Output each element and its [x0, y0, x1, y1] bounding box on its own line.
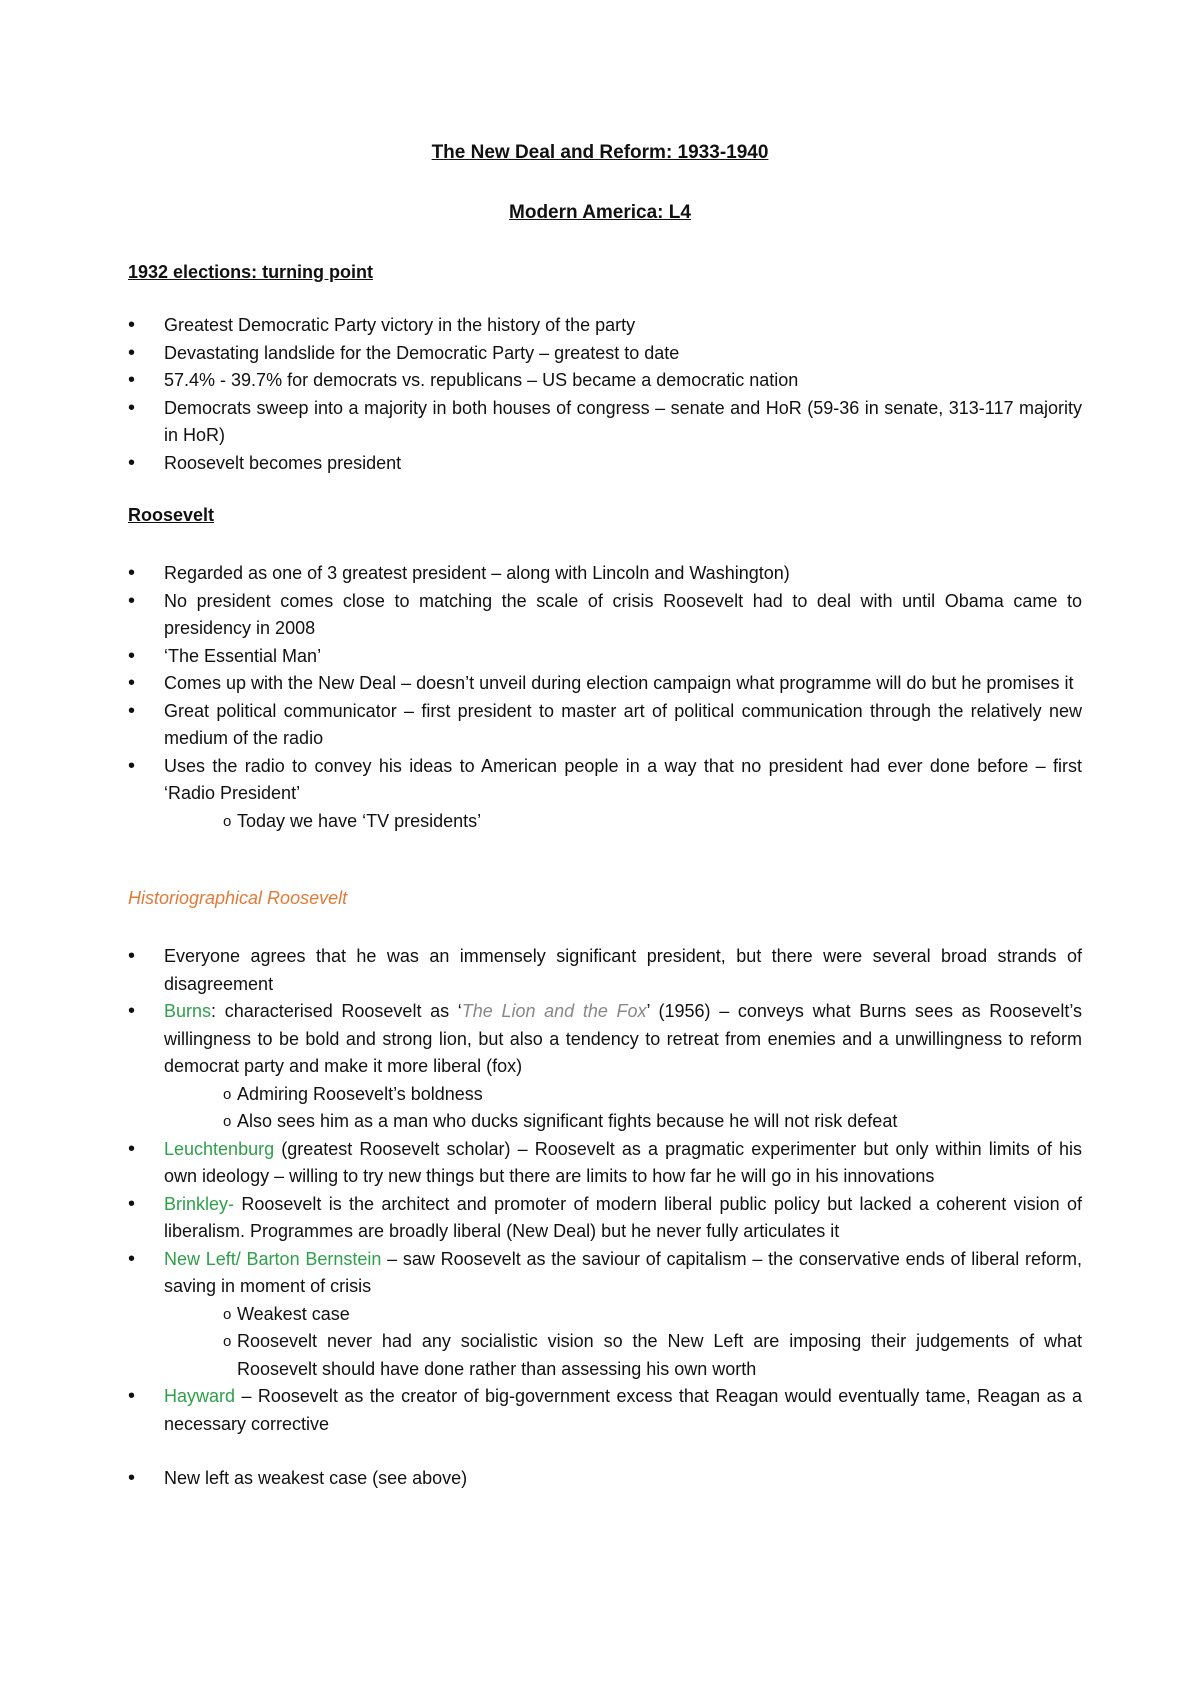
brinkley-text: Roosevelt is the architect and promoter of modern liberal public policy but lacked a coherent vision of liberalism. Programmes are broadly liberal (New Deal) but he never fully articulates it [164, 1193, 1082, 1241]
historian-name-leuchtenburg: Leuchtenburg [164, 1138, 275, 1159]
sub-list-item: o Today we have ‘TV presidents’ [164, 808, 1082, 836]
section-heading-1932-elections: 1932 elections: turning point [128, 262, 374, 282]
list-roosevelt [128, 560, 1082, 835]
sub-list-item: o Also sees him as a man who ducks significant fights because he will not risk defeat [164, 1108, 1082, 1136]
document-title: The New Deal and Reform: 1933-1940 [431, 142, 769, 163]
list-1932-elections [128, 312, 1082, 477]
historian-name-brinkley: Brinkley- [164, 1193, 235, 1214]
list-item: • Comes up with the New Deal – doesn’t unveil during election campaign what programme will do but he promises it [128, 670, 1082, 698]
new-left-text: – saw Roosevelt as the saviour of capitalism – the conservative ends of liberal reform, saving in moment of crisis [164, 1248, 1082, 1296]
list-historiography [128, 943, 1082, 1493]
list-item-new-left [128, 1246, 1082, 1384]
list-item [128, 753, 1082, 836]
list-item: • Everyone agrees that he was an immensely significant president, but there were several broad strands of disagreement [128, 943, 1082, 998]
list-item: • Democrats sweep into a majority in both houses of congress – senate and HoR (59-36 in senate, 313-117 majority in HoR) [128, 395, 1082, 450]
document-subtitle: Modern America: L4 [509, 202, 691, 223]
list-item-burns [128, 998, 1082, 1136]
list-item-brinkley [128, 1191, 1082, 1246]
historian-name-new-left: New Left/ Barton Bernstein [164, 1248, 382, 1269]
list-item: • New left as weakest case (see above) [128, 1465, 1082, 1493]
list-item-hayward [128, 1383, 1082, 1438]
book-title: The Lion and the Fox [461, 1001, 647, 1021]
list-item: • Regarded as one of 3 greatest president – along with Lincoln and Washington) [128, 560, 1082, 588]
historian-name-burns: Burns [164, 1001, 212, 1021]
section-heading-historiographical: Historiographical Roosevelt [128, 888, 348, 908]
section-heading-roosevelt: Roosevelt [128, 505, 215, 525]
sub-list [164, 1081, 1082, 1136]
list-item: • Devastating landslide for the Democratic Party – greatest to date [128, 340, 1082, 368]
list-item: • 57.4% - 39.7% for democrats vs. republicans – US became a democratic nation [128, 367, 1082, 395]
list-item-leuchtenburg [128, 1136, 1082, 1191]
list-item: • Roosevelt becomes president [128, 450, 1082, 478]
sub-list-item: o Weakest case [164, 1301, 1082, 1329]
sub-list [164, 1301, 1082, 1384]
list-item: • No president comes close to matching the scale of crisis Roosevelt had to deal with until Obama came to presidency in 2008 [128, 588, 1082, 643]
sub-list-item: o Admiring Roosevelt’s boldness [164, 1081, 1082, 1109]
sub-list-item: o Roosevelt never had any socialistic vision so the New Left are imposing their judgements of what Roosevelt should have done rather than assessing his own worth [164, 1328, 1082, 1383]
burns-text-pre: : characterised Roosevelt as ‘ [211, 1001, 462, 1021]
sub-list [164, 808, 1082, 836]
historian-name-hayward: Hayward [164, 1386, 236, 1406]
list-item: • Great political communicator – first president to master art of political communication through the relatively new medium of the radio [128, 698, 1082, 753]
burns-text-post: ’ (1956) – conveys what Burns sees as Roosevelt’s willingness to be bold and strong lion, but also a tendency to retreat from enemies and a unwillingness to reform democrat party and make it more liberal (fox) [164, 1001, 1082, 1076]
leuchtenburg-text: (greatest Roosevelt scholar) – Roosevelt as a pragmatic experimenter but only within limits of his own ideology – willing to try new things but there are limits to how far he will go in his innovations [164, 1138, 1082, 1186]
list-item: • Greatest Democratic Party victory in the history of the party [128, 312, 1082, 340]
list-item-text: Uses the radio to convey his ideas to American people in a way that no president had ever done before – first ‘Radio President’ [164, 755, 1082, 803]
hayward-text: – Roosevelt as the creator of big-government excess that Reagan would eventually tame, Reagan as a necessary corrective [164, 1386, 1082, 1434]
list-item: • ‘The Essential Man’ [128, 643, 1082, 671]
